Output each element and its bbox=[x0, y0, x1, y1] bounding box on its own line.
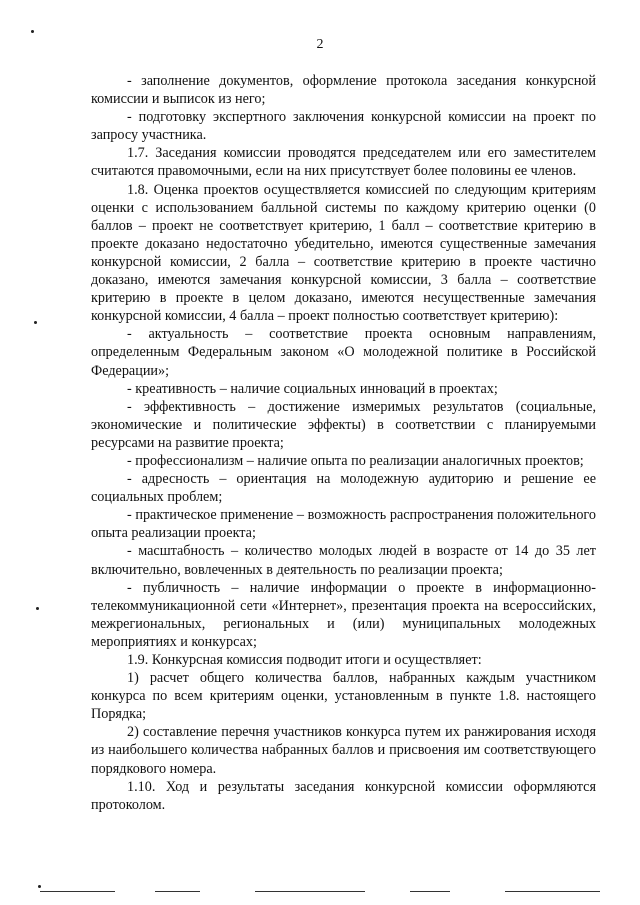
item-score-calculation: 1) расчет общего количества баллов, набранных каждым участником конкурса по всем критериям оценки, установленным в пункте 1.8. настоящего Порядка; bbox=[91, 670, 596, 723]
page-number: 2 bbox=[316, 37, 324, 52]
paragraph-1-7: 1.7. Заседания комиссии проводятся председателем или его заместителем считаются правомочными, если на них присутствует более половины ее членов. bbox=[91, 145, 596, 180]
criterion-scale: - масштабность – количество молодых людей в возрасте от 14 до 35 лет включительно, вовлеченных в деятельность по реализации проекта; bbox=[91, 543, 596, 578]
criterion-efficiency: - эффективность – достижение измеримых результатов (социальные, экономические и политические эффекты) в соответствии с планируемыми ресурсами на развитие проекта; bbox=[91, 398, 596, 451]
criterion-practical-application: - практическое применение – возможность распространения положительного опыта реализации проекта; bbox=[91, 507, 596, 542]
paragraph-1-10: 1.10. Ход и результаты заседания конкурсной комиссии оформляются протоколом. bbox=[91, 778, 596, 813]
paragraph-1-9: 1.9. Конкурсная комиссия подводит итоги и осуществляет: bbox=[127, 652, 482, 668]
scan-edge-line bbox=[505, 891, 600, 892]
scan-edge-line bbox=[155, 891, 200, 892]
criterion-professionalism: - профессионализм – наличие опыта по реализации аналогичных проектов; bbox=[127, 452, 584, 469]
scan-edge-line bbox=[255, 891, 365, 892]
paragraph-expert-conclusion: - подготовку экспертного заключения конкурсной комиссии на проект по запросу участника. bbox=[91, 109, 596, 144]
item-ranking-list: 2) составление перечня участников конкурса путем их ранжирования исходя из наибольшего количества набранных баллов и присвоения им соответствующего порядкового номера. bbox=[91, 724, 596, 777]
scan-dot bbox=[31, 30, 34, 33]
criterion-targeting: - адресность – ориентация на молодежную аудиторию и решение ее социальных проблем; bbox=[91, 471, 596, 506]
criterion-relevance: - актуальность – соответствие проекта основным направлениям, определенным Федеральным законом «О молодежной политике в Российской Федерации»; bbox=[91, 326, 596, 379]
document-body bbox=[91, 72, 596, 814]
criterion-publicity: - публичность – наличие информации о проекте в информационно-телекоммуникационной сети «Интернет», презентация проекта на всероссийских, межрегиональных, региональных и (или) муниципальных молодежных мероприятиях и конкурсах; bbox=[91, 579, 596, 650]
paragraph-1-8: 1.8. Оценка проектов осуществляется комиссией по следующим критериям оценки с использованием балльной системы по каждому критерию оценки (0 баллов – проект не соответствует критерию, 1 балл – соответствие критерию в проекте доказано недостаточно убедительно, имеются существенные замечания конкурсной комиссии, 2 балла – соответствие критерию в проекте частично доказано, имеются замечания конкурсной комиссии, 3 балла – соответствие критерию в проекте в целом доказано, имеются несущественные замечания конкурсной комиссии, 4 балла – проект полностью соответствует критерию): bbox=[91, 181, 596, 325]
paragraph-filling-documents: - заполнение документов, оформление протокола заседания конкурсной комиссии и выписок из него; bbox=[91, 73, 596, 108]
criterion-creativity: - креативность – наличие социальных инноваций в проектах; bbox=[127, 380, 498, 397]
scan-edge-line bbox=[410, 891, 450, 892]
scan-dot bbox=[34, 321, 37, 324]
scan-edge-line bbox=[40, 891, 115, 892]
scan-dot bbox=[36, 607, 39, 610]
scan-dot bbox=[38, 885, 41, 888]
